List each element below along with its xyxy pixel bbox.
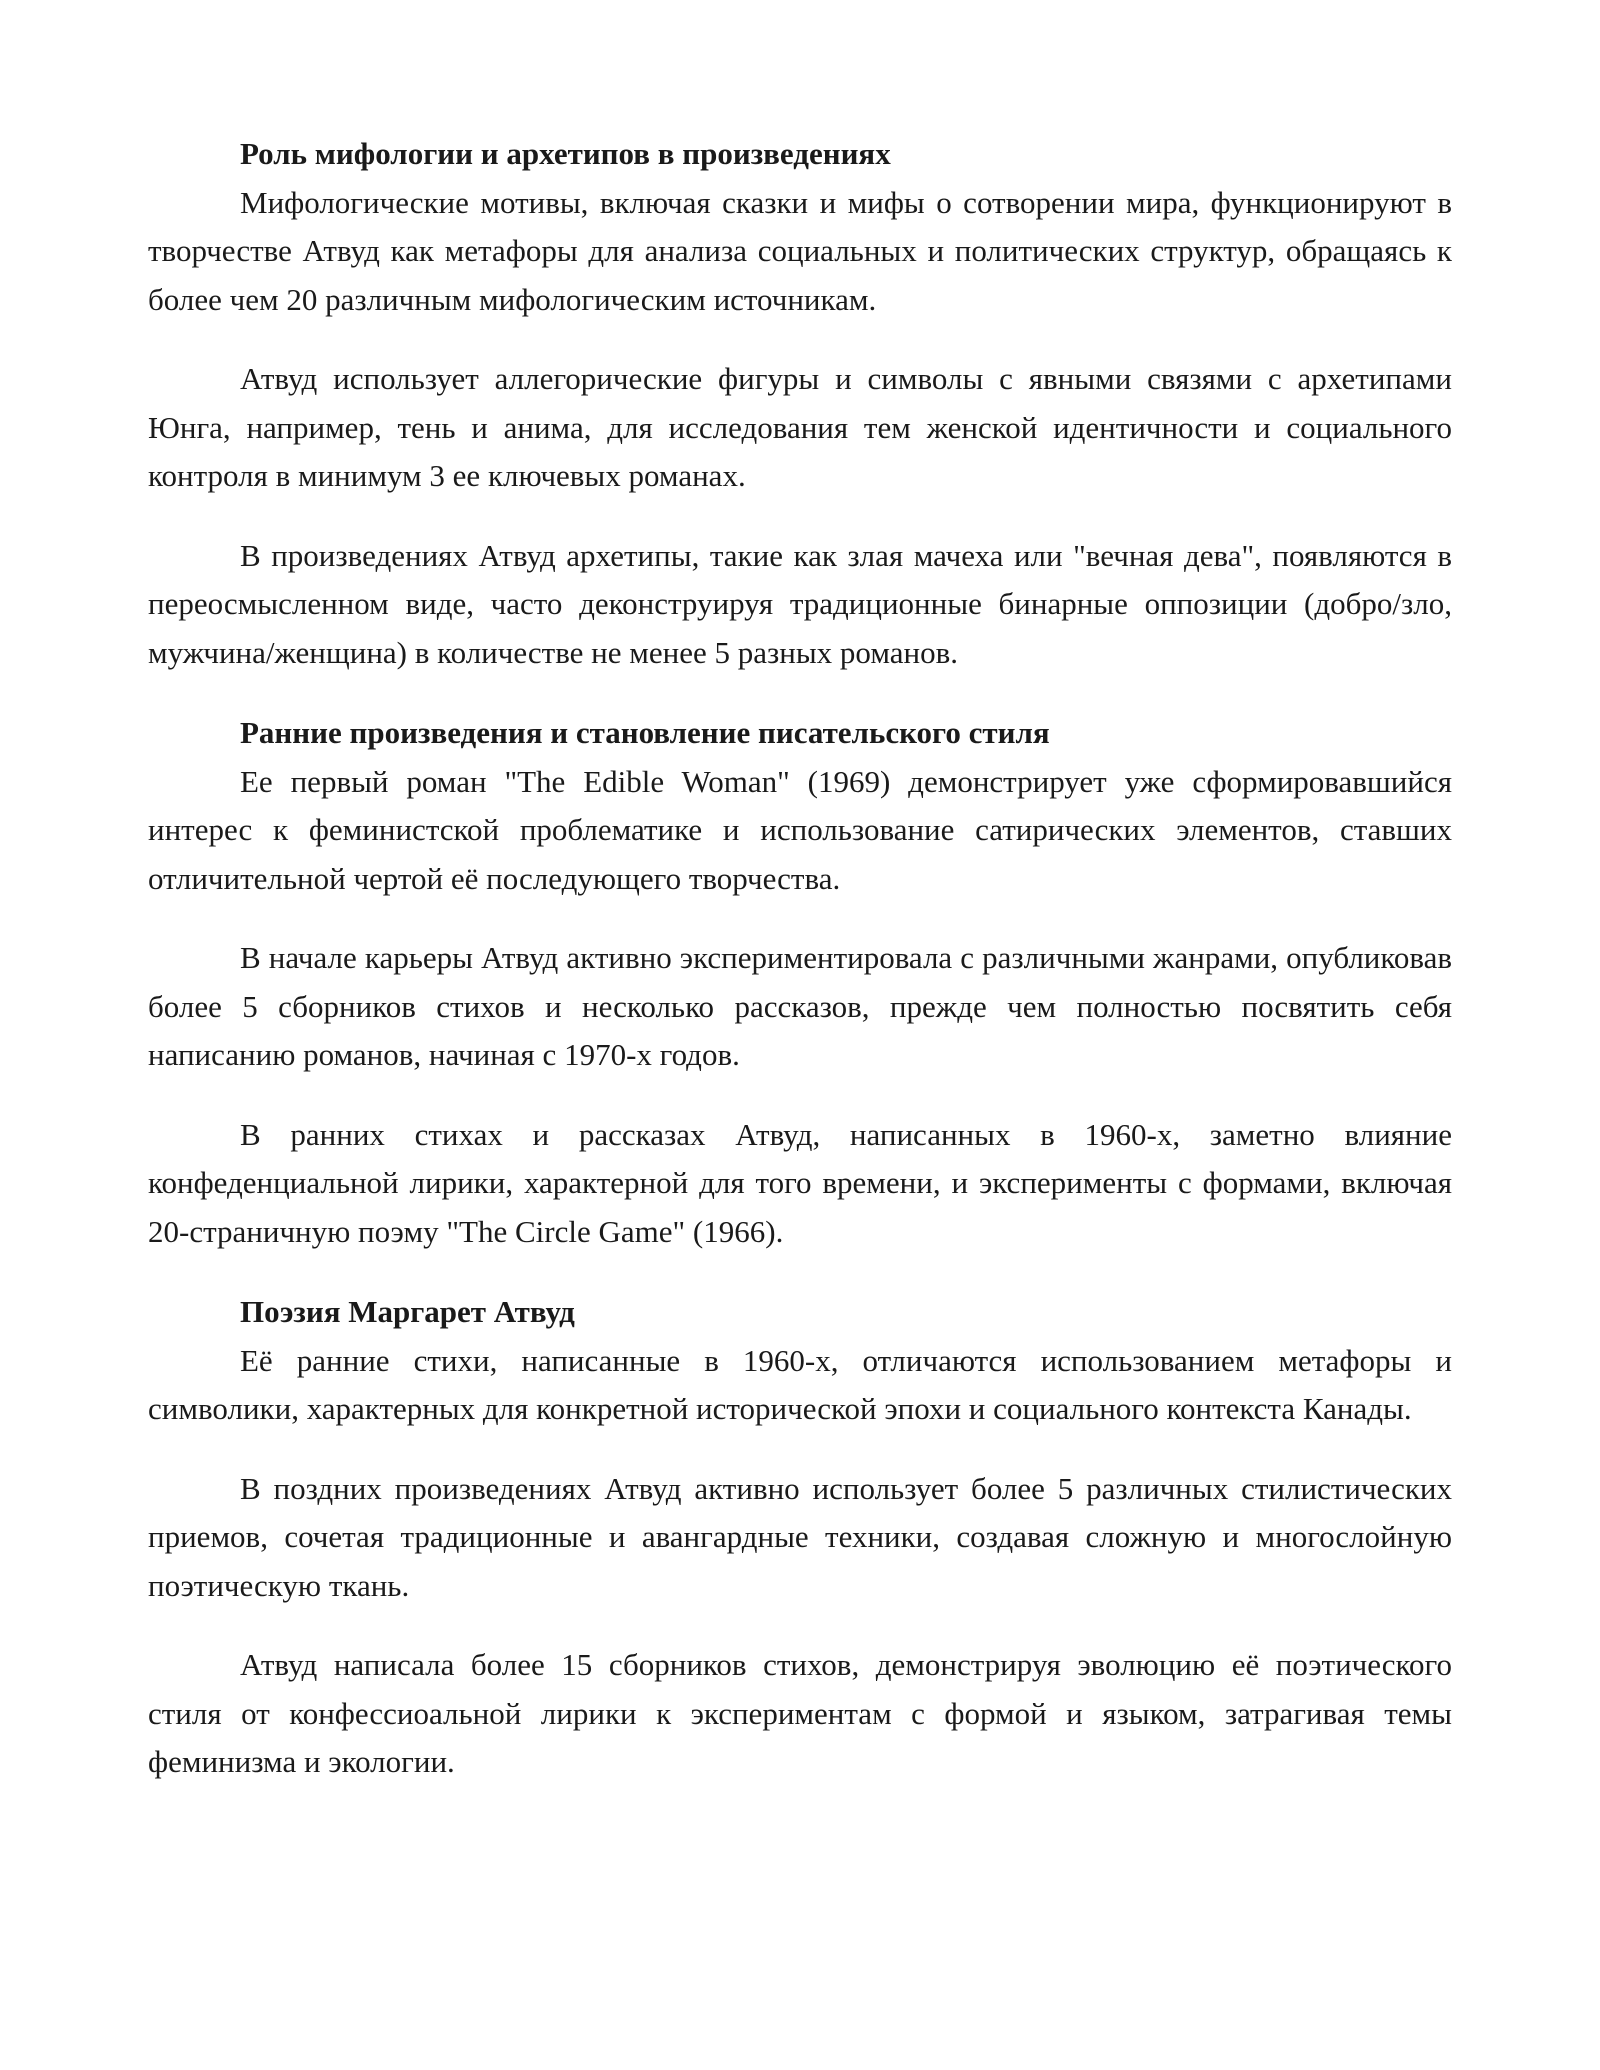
- paragraph: В поздних произведениях Атвуд активно использует более 5 различных стилистических приемов, сочетая традиционные и авангардные техники, создавая сложную и многослойную поэтическую ткань.: [148, 1470, 1452, 1603]
- section-heading-mythology: Роль мифологии и архетипов в произведениях: [240, 136, 891, 171]
- paragraph: Ее первый роман "The Edible Woman" (1969) демонстрирует уже сформировавшийся интерес к феминистской проблематике и использование сатирических элементов, ставших отличительной чертой её последующего творчества.: [148, 763, 1452, 896]
- document-page: [148, 130, 1452, 1787]
- paragraph: В ранних стихах и рассказах Атвуд, написанных в 1960-х, заметно влияние конфеденциальной лирики, характерной для того времени, и эксперименты с формами, включая 20-страничную поэму "The Circle Game" (1966).: [148, 1116, 1452, 1249]
- paragraph: Мифологические мотивы, включая сказки и мифы о сотворении мира, функционируют в творчестве Атвуд как метафоры для анализа социальных и политических структур, обращаясь к более чем 20 различным мифологическим источникам.: [148, 184, 1452, 317]
- paragraph: В начале карьеры Атвуд активно экспериментировала с различными жанрами, опубликовав более 5 сборников стихов и несколько рассказов, прежде чем полностью посвятить себя написанию романов, начиная с 1970-х годов.: [148, 940, 1452, 1072]
- paragraph: Атвуд написала более 15 сборников стихов, демонстрируя эволюцию её поэтического стиля от конфессиоальной лирики к экспериментам с формой и языком, затрагивая темы феминизма и экологии.: [148, 1647, 1452, 1779]
- section-heading-poetry: Поэзия Маргарет Атвуд: [240, 1294, 575, 1329]
- section-heading-early-works: Ранние произведения и становление писательского стиля: [240, 715, 1050, 750]
- paragraph: Её ранние стихи, написанные в 1960-х, отличаются использованием метафоры и символики, характерных для конкретной исторической эпохи и социального контекста Канады.: [148, 1342, 1452, 1426]
- paragraph: В произведениях Атвуд архетипы, такие как злая мачеха или "вечная дева", появляются в переосмысленном виде, часто деконструируя традиционные бинарные оппозиции (добро/зло, мужчина/женщина) в количестве не менее 5 разных романов.: [148, 537, 1452, 670]
- paragraph: Атвуд использует аллегорические фигуры и символы с явными связями с архетипами Юнга, например, тень и анима, для исследования тем женской идентичности и социального контроля в минимум 3 ее ключевых романах.: [148, 361, 1452, 493]
